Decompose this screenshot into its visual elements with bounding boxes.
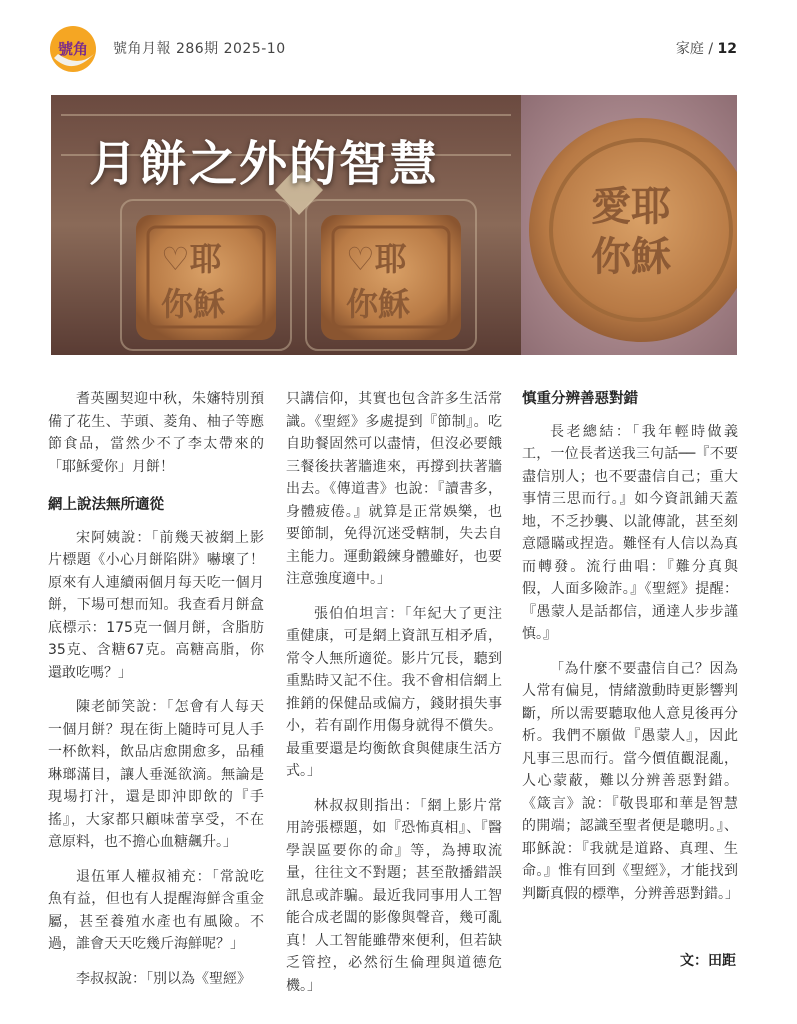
paragraph: 宋阿姨說：「前幾天被網上影片標題《小心月餅陷阱》嚇壞了！原來有人連續兩個月每天吃一個月餅，下場可想而知。我查看月餅盒底標示：175克一個月餅，含脂肪35克、含糖67克。高糖高脂，你還敢吃嗎？」 [48, 529, 264, 681]
paragraph: 張伯伯坦言：「年紀大了更注重健康，可是網上資訊互相矛盾，常令人無所適從。影片冗長，聽到重點時又記不住。我不會相信網上推銷的保健品或偏方，錢財損失事小，若有副作用傷身就得不償失。最重要還是均衡飲食與健康生活方式。」 [286, 605, 502, 779]
paragraph: 李叔叔說：「別以為《聖經》 [76, 970, 251, 987]
article-banner [51, 95, 737, 355]
publication-info: 號角月報 286期 2025-10 [113, 41, 286, 57]
column-3 [522, 388, 738, 917]
paragraph: 林叔叔則指出：「網上影片常用誇張標題，如『恐怖真相』、『醫學誤區要你的命』等，為搏取流量，往往文不對題；甚至散播錯誤訊息或詐騙。最近我同事用人工智能合成老闆的影像與聲音，幾可亂真！人工智能雖帶來便利，但若缺乏管控，必然衍生倫理與道德危機。」 [286, 797, 502, 994]
svg-text:愛耶: 愛耶 [591, 183, 671, 230]
section-name: 家庭 [675, 41, 704, 57]
section-heading: 網上說法無所適從 [48, 497, 164, 513]
paragraph: 長老總結：「我年輕時做義工，一位長者送我三句話──『不要盡信別人；也不要盡信自己；重大事情三思而行。』如今資訊鋪天蓋地，不乏抄襲、以訛傳訛，甚至刻意隱瞞或捏造。難怪有人信以為真而轉發。流行曲唱：『難分真與假，人面多險詐。』《聖經》提醒：『愚蒙人是話都信，通達人步步謹慎。』 [522, 423, 738, 642]
column-2 [286, 388, 502, 1009]
author-byline: 文：田距 [680, 953, 736, 969]
column-1 [48, 388, 264, 1002]
paragraph: 只講信仰，其實也包含許多生活常識。《聖經》多處提到『節制』。吃自助餐固然可以盡情，但沒必要餓三餐後扶著牆進來，再撐到扶著牆出去。《傳道書》也說：『讀書多，身體疲倦。』就算是正常娛樂，也要節制，免得沉迷受轄制，失去自主能力。運動鍛練身體雖好，也要注意強度適中。」 [286, 391, 502, 587]
svg-text:號角: 號角 [57, 40, 89, 58]
paragraph: 陳老師笑說：「怎會有人每天一個月餅？現在街上隨時可見人手一杯飲料，飲品店愈開愈多，品種琳瑯滿目，讓人垂涎欲滴。無論是現場打汁，還是即沖即飲的『手搖』，大家都只顧味蕾享受，不在意原料，也不擔心血糖飆升。」 [48, 699, 264, 850]
svg-text:你穌: 你穌 [161, 285, 226, 323]
magazine-logo [48, 24, 98, 74]
svg-text:你穌: 你穌 [346, 285, 411, 323]
page-section: 家庭 / 12 [675, 41, 737, 57]
svg-text:♡耶: ♡耶 [161, 240, 222, 278]
paragraph: 「為什麼不要盡信自己？因為人常有偏見，情緒激動時更影響判斷，所以需要聽取他人意見後再分析。我們不願做『愚蒙人』，因此凡事三思而行。當今價值觀混亂，人心蒙蔽，難以分辨善惡對錯。《箴言》說：『敬畏耶和華是智慧的開端；認識至聖者便是聰明。』、耶穌說：『我就是道路、真理、生命。』惟有回到《聖經》，才能找到判斷真假的標準，分辨善惡對錯。」 [522, 660, 739, 902]
svg-text:你穌: 你穌 [591, 233, 671, 280]
page-number: 12 [717, 41, 737, 57]
svg-text:♡耶: ♡耶 [346, 240, 407, 278]
intro-paragraph: 耆英團契迎中秋，朱嬸特別預備了花生、芋頭、菱角、柚子等應節食品，當然少不了李太帶來的「耶穌愛你」月餅！ [48, 391, 264, 475]
paragraph: 退伍軍人權叔補充：「常說吃魚有益，但也有人提醒海鮮含重金屬，甚至養殖水產也有風險。不過，誰會天天吃幾斤海鮮呢？」 [48, 868, 264, 952]
article-title: 月餅之外的智慧 [89, 136, 440, 192]
section-heading: 慎重分辨善惡對錯 [522, 391, 638, 407]
